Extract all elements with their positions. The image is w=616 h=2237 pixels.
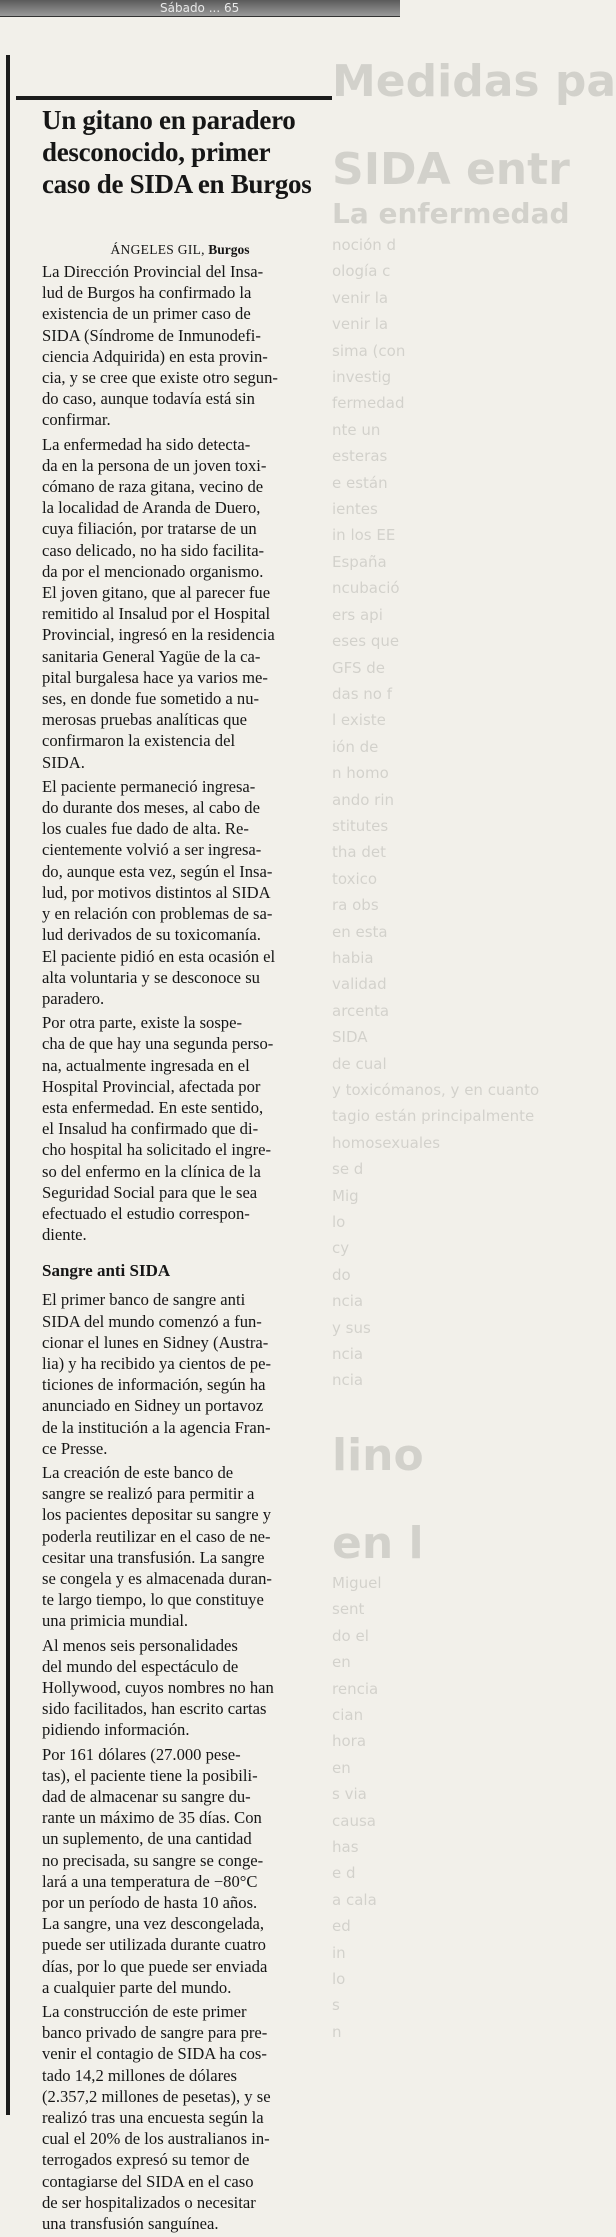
article-top-rule: [16, 96, 332, 100]
bleed-line: habia: [332, 948, 374, 967]
bleed-line: n: [332, 2022, 342, 2041]
bleed-line: SIDA: [332, 1028, 368, 1047]
bleed-lines-2: [332, 1570, 400, 2045]
bleed-line: ncia: [332, 1371, 364, 1390]
bleed-line: ncia: [332, 1345, 364, 1364]
bleed-line: en: [332, 1653, 351, 1672]
bleed-line: se d: [332, 1160, 364, 1179]
scan-top-edge: [0, 0, 400, 17]
adjacent-column-bleed: [332, 20, 616, 2120]
bleed-deck: La enfermedad: [332, 197, 570, 230]
bleed-line: ra obs: [332, 896, 379, 915]
bleed-line: e d: [332, 1864, 356, 1883]
bleed-line: homosexuales: [332, 1133, 441, 1152]
bleed-line: causa: [332, 1811, 376, 1830]
body-paragraph: El paciente permaneció ingresa- do durante dos meses, al cabo de los cuales fue dado de alta. Re- cientemente volvió a ser ingresa- do, aunque esta vez, según el Insa- lud, por motivos distintos al SIDA y en relación con problemas de sa- lud derivados de su toxicomanía. El paciente pidió en esta ocasión el alta voluntaria y se desconoce su paradero.: [42, 776, 276, 1008]
bleed-line: rencia: [332, 1679, 379, 1698]
bleed-line: Miguel: [332, 1573, 382, 1592]
bleed-line: en: [332, 1758, 351, 1777]
bleed-line: ión de: [332, 737, 379, 756]
bleed-line: sent: [332, 1600, 365, 1619]
bleed-line: hora: [332, 1732, 367, 1751]
body-paragraph: La Dirección Provincial del Insa- lud de Burgos ha confirmado la existencia de un primer caso de SIDA (Síndrome de Inmunodefi- ciencia Adquirida) en esta provin- cia, y se cree que existe otro segun- do caso, aunque todavía está sin confirmar.: [42, 262, 278, 430]
bleed-line: tagio están principalmente: [332, 1107, 535, 1126]
bleed-line: y toxicómanos, y en cuanto: [332, 1081, 540, 1099]
bleed-line: de cual: [332, 1054, 387, 1073]
bleed-line: tha det: [332, 843, 386, 862]
bleed-line: n homo: [332, 764, 389, 783]
section-subhead: Sangre anti SIDA: [42, 1261, 171, 1281]
bleed-line: a cala: [332, 1890, 377, 1909]
body-paragraph: La construcción de este primer banco privado de sangre para pre- venir el contagio de SIDA ha cos- tado 14,2 millones de dólares (2.357,2 millones de pesetas), y se realizó tras una encuesta según la cual el 20% de los australianos in- terrogados expresó su temor de contagiarse del SIDA en el caso de ser hospitalizados o necesitar una transfusión sanguínea.: [42, 2002, 271, 2234]
bleed-line: cy: [332, 1239, 350, 1258]
bleed-headline-2: SIDA entr: [332, 144, 570, 195]
bleed-line: do el: [332, 1626, 369, 1645]
bleed-line: sima (con: [332, 341, 406, 360]
bleed-line: e están: [332, 473, 388, 492]
scan-fragment: Sábado ... 65: [160, 1, 240, 15]
bleed-line: s via: [332, 1785, 367, 1804]
bleed-line: cian: [332, 1705, 364, 1724]
byline: [42, 240, 318, 260]
body-paragraph: Por 161 dólares (27.000 pese- tas), el paciente tiene la posibili- dad de almacenar su sangre du- rante un máximo de 35 días. Con un suplemento, de una cantidad no precisada, su sangre se conge- lará a una temperatura de −80°C por un período de hasta 10 años. La sangre, una vez descongelada, puede ser utilizada durante cuatro días, por lo que puede ser enviada a cualquier parte del mundo.: [42, 1744, 268, 1997]
article-headline: Un gitano en paradero desconocido, primer caso de SIDA en Burgos: [42, 105, 312, 199]
bleed-line: fermedad: [332, 394, 405, 413]
bleed-lines: [332, 232, 540, 1394]
bleed-line: has: [332, 1837, 359, 1856]
body-paragraph: Por otra parte, existe la sospe- cha de que hay una segunda perso- na, actualmente ingresada en el Hospital Provincial, afectada por esta enfermedad. En este sentido, el Insalud ha confirmado que di- cho hospital ha solicitado el ingre- so del enfermo en la clínica de la Seguridad Social para que le sea efectuado el estudio correspon- diente.: [42, 1013, 274, 1245]
bleed-headline-1: Medidas pa: [332, 56, 616, 107]
bleed-line: lo: [332, 1213, 346, 1232]
bleed-line: in los EE: [332, 526, 396, 545]
bleed-line: GFS de: [332, 658, 386, 677]
bleed-line: y sus: [332, 1318, 371, 1337]
byline-place: Burgos: [208, 242, 250, 257]
bleed-line: toxico: [332, 869, 378, 888]
bleed-line: venir la: [332, 315, 389, 334]
body-paragraph: Al menos seis personalidades del mundo del espectáculo de Hollywood, cuyos nombres no han sido facilitados, han escrito cartas pidiendo información.: [42, 1635, 274, 1740]
article: [42, 104, 318, 2237]
bleed-line: l existe: [332, 711, 386, 730]
bleed-headline-4: en l: [332, 1517, 424, 1569]
bleed-line: esteras: [332, 447, 388, 466]
column-rule-left: [6, 55, 10, 2115]
bleed-line: investig: [332, 368, 392, 387]
bleed-line: eses que: [332, 632, 400, 651]
bleed-line: ientes: [332, 500, 378, 519]
bleed-headline-3: lino: [332, 1429, 424, 1481]
bleed-line: noción d: [332, 236, 397, 254]
bleed-line: ncia: [332, 1292, 364, 1311]
bleed-line: do: [332, 1265, 351, 1284]
bleed-line: ncubació: [332, 579, 400, 598]
bleed-line: in: [332, 1943, 346, 1962]
bleed-line: stitutes: [332, 816, 389, 835]
bleed-line: ers api: [332, 605, 383, 624]
bleed-line: ología c: [332, 262, 391, 281]
bleed-line: venir la: [332, 288, 389, 307]
byline-author: ÁNGELES GIL,: [110, 242, 205, 257]
bleed-line: Mig: [332, 1186, 359, 1205]
bleed-line: validad: [332, 975, 387, 994]
bleed-line: en esta: [332, 922, 388, 941]
body-paragraph: La creación de este banco de sangre se realizó para permitir a los pacientes depositar su sangre y poderla reutilizar en el caso de ne- cesitar una transfusión. La sangre se congela y es almacenada duran- te largo tiempo, lo que constituye una primicia mundial.: [42, 1462, 272, 1631]
body-paragraph: El primer banco de sangre anti SIDA del mundo comenzó a fun- cionar el lunes en Sidney (Austra- lia) y ha recibido ya cientos de pe- ticiones de información, según ha anunciado en Sidney un portavoz de la institución a la agencia Fran- ce Presse.: [42, 1290, 271, 1458]
bleed-line: ando rin: [332, 790, 395, 809]
bleed-line: das no f: [332, 684, 393, 703]
bleed-line: España: [332, 552, 387, 571]
bleed-line: ed: [332, 1917, 351, 1936]
bleed-line: s: [332, 1996, 340, 2015]
bleed-line: arcenta: [332, 1001, 390, 1020]
bleed-line: nte un: [332, 420, 381, 439]
body-paragraph: La enfermedad ha sido detecta- da en la persona de un joven toxi- cómano de raza gitana, vecino de la localidad de Aranda de Duero, cuya filiación, por tratarse de un caso delicado, no ha sido facilita- da por el mencionado organismo. El joven gitano, que al parecer fue remitido al Insalud por el Hospital Provincial, ingresó en la residencia sanitaria General Yagüe de la ca- pital burgalesa hace ya varios me- ses, en donde fue sometido a nu- merosas pruebas analíticas que confirmaron la existencia del SIDA.: [42, 434, 275, 772]
bleed-line: lo: [332, 1969, 346, 1988]
